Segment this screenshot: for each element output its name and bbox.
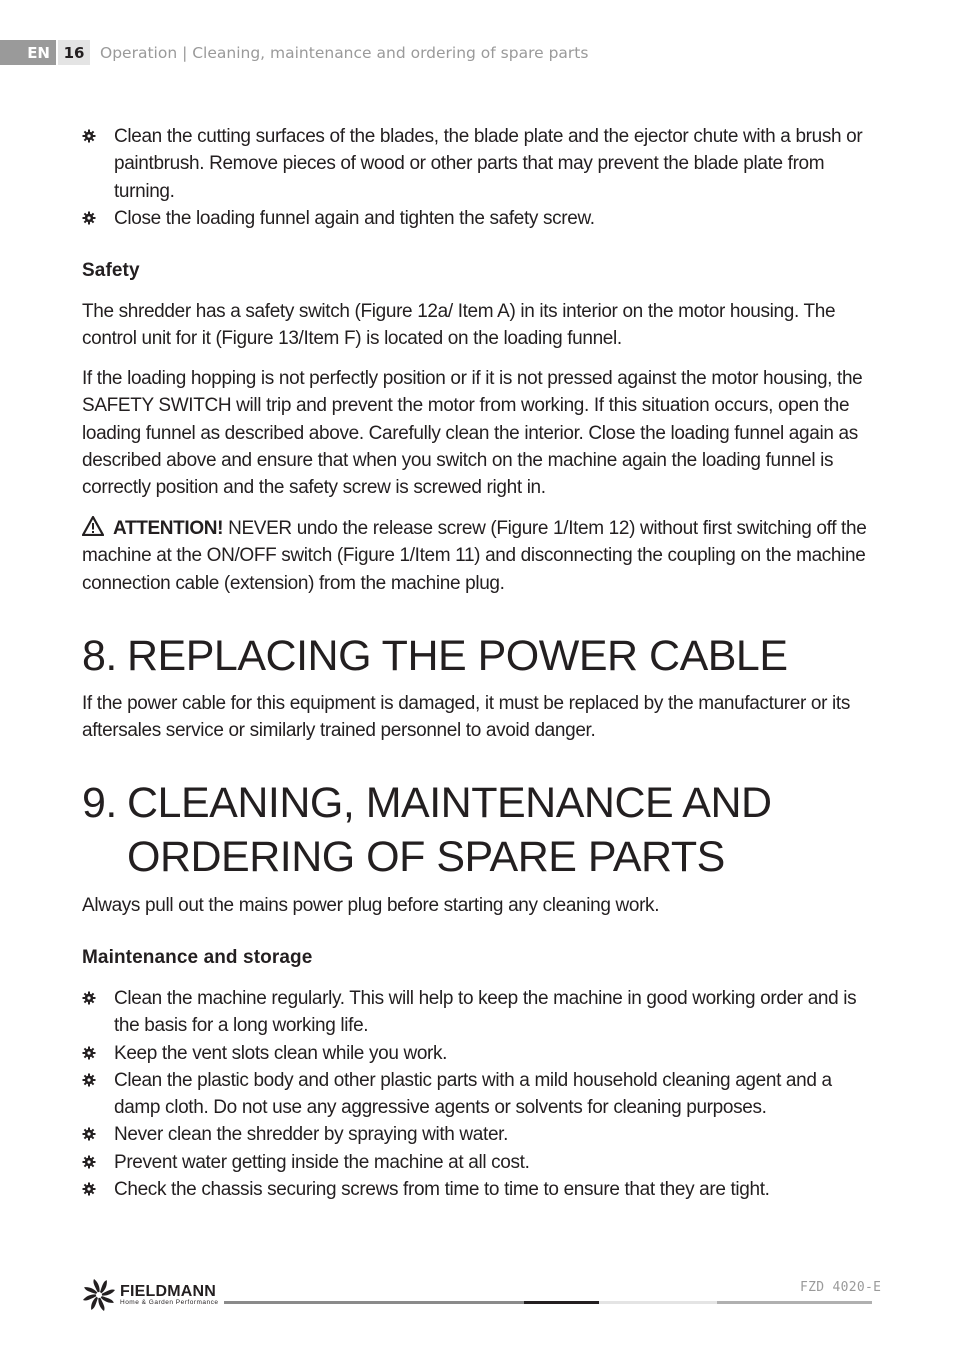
footer-rule-segment [224, 1301, 524, 1304]
language-tag: EN [0, 40, 56, 65]
top-bullet-list [82, 123, 872, 232]
fieldmann-logo [82, 1278, 218, 1312]
section-number: 8. [82, 632, 117, 680]
attention-paragraph [82, 515, 872, 597]
list-item [82, 985, 872, 1040]
safety-paragraph-1: The shredder has a safety switch (Figure 12a/ Item A) in its interior on the motor housing. The control unit for it (Figure 13/Item F) is located on the loading funnel. [82, 301, 836, 350]
section-9-heading [82, 776, 872, 884]
warning-triangle-icon [82, 516, 104, 536]
running-header: Operation | Cleaning, maintenance and ordering of spare parts [100, 43, 589, 62]
list-item [82, 1121, 872, 1148]
model-number: FZD 4020-E [800, 1280, 882, 1295]
gear-bullet-icon [82, 1046, 96, 1060]
footer-rule-segment [599, 1301, 717, 1304]
bullet-text: Clean the plastic body and other plastic parts with a mild household cleaning agent and a damp cloth. Do not use any aggressive agents or solvents for cleaning purposes. [114, 1069, 832, 1119]
bullet-text: Check the chassis securing screws from time to time to ensure that they are tight. [114, 1179, 770, 1201]
bullet-text: Keep the vent slots clean while you work. [114, 1042, 448, 1064]
maintenance-bullet-list [82, 985, 872, 1203]
brand-name: FIELDMANN [120, 1282, 217, 1300]
safety-heading: Safety [82, 260, 140, 281]
bullet-text: Prevent water getting inside the machine at all cost. [114, 1151, 530, 1173]
gear-bullet-icon [82, 1127, 96, 1141]
fieldmann-fan-logo-icon [82, 1278, 116, 1312]
section-number: 9. [82, 779, 117, 827]
list-item [82, 1040, 872, 1067]
list-item [82, 205, 872, 232]
list-item [82, 1067, 872, 1122]
gear-bullet-icon [82, 1155, 96, 1169]
gear-bullet-icon [82, 211, 96, 225]
safety-paragraph-2: If the loading hopping is not perfectly position or if it is not pressed against the motor housing, the SAFETY SWITCH will trip and prevent the motor from working. If this situation occurs, open the loading funnel as described above. Carefully clean the interior. Close the loading funnel again as described above and ensure that when you switch on the machine again the loading funnel is correctly position and the safety screw is screwed right in. [82, 368, 863, 499]
maintenance-heading: Maintenance and storage [82, 947, 313, 968]
attention-label: ATTENTION! [113, 518, 224, 539]
footer-rule-segment [524, 1301, 599, 1304]
section-title: REPLACING THE POWER CABLE [127, 632, 788, 680]
section-8-heading [82, 629, 872, 683]
gear-bullet-icon [82, 1182, 96, 1196]
footer-rule-segment [717, 1301, 872, 1304]
page-number: 16 [58, 40, 90, 65]
list-item [82, 1176, 872, 1203]
section-8-text: If the power cable for this equipment is damaged, it must be replaced by the manufacturer or its aftersales service or similarly trained personnel to avoid danger. [82, 693, 850, 742]
attention-text: NEVER undo the release screw (Figure 1/Item 12) without first switching off the machine at the ON/OFF switch (Figure 1/Item 11) and disconnecting the coupling on the machine connection cable (extension) from the machine plug. [82, 518, 867, 594]
list-item [82, 1149, 872, 1176]
bullet-text: Clean the machine regularly. This will help to keep the machine in good working order and is the basis for a long working life. [114, 988, 857, 1037]
section-title-line-1: CLEANING, MAINTENANCE AND [127, 779, 772, 827]
list-item [82, 123, 872, 205]
section-9-text: Always pull out the mains power plug before starting any cleaning work. [82, 895, 660, 916]
gear-bullet-icon [82, 129, 96, 143]
bullet-text: Never clean the shredder by spraying with water. [114, 1124, 509, 1146]
brand-tagline: Home & Garden Performance [120, 1298, 219, 1306]
page-header [0, 40, 588, 65]
gear-bullet-icon [82, 991, 96, 1005]
bullet-text: Clean the cutting surfaces of the blades, the blade plate and the ejector chute with a brush or paintbrush. Remove pieces of wood or other parts that may prevent the blade plate from turning. [114, 126, 863, 202]
gear-bullet-icon [82, 1073, 96, 1087]
section-title-line-2: ORDERING OF SPARE PARTS [127, 833, 725, 881]
bullet-text: Close the loading funnel again and tighten the safety screw. [114, 207, 595, 229]
